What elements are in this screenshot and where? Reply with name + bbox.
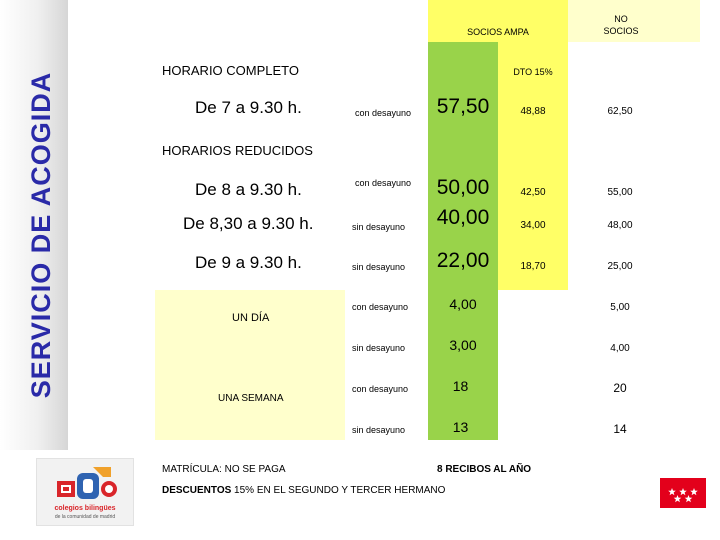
flag-stars-icon: [660, 478, 706, 508]
dto-header: DTO 15%: [513, 67, 553, 77]
logo-mark-icon: [37, 459, 133, 507]
no-socios-price: 4,00: [610, 343, 630, 354]
ampa-price: 40,00: [436, 206, 490, 229]
time-label: De 8 a 9.30 h.: [195, 180, 302, 199]
no-socios-price: 5,00: [610, 302, 630, 313]
recibos-note: 8 RECIBOS AL AÑO: [437, 464, 532, 475]
no-socios-header: NO SOCIOS: [603, 14, 639, 36]
matricula-note: MATRÍCULA: NO SE PAGA: [162, 464, 286, 475]
descuentos-note: [162, 485, 445, 496]
una-semana-label: UNA SEMANA: [218, 393, 284, 404]
time-label: De 8,30 a 9.30 h.: [183, 214, 314, 233]
breakfast-label: con desayuno: [355, 178, 412, 188]
ampa-price: 3,00: [449, 337, 477, 353]
socios-ampa-header: SOCIOS AMPA: [467, 27, 529, 37]
breakfast-label: sin desayuno: [352, 425, 406, 435]
ampa-price: 4,00: [449, 296, 477, 312]
breakfast-label: sin desayuno: [352, 343, 406, 353]
ampa-price: 22,00: [436, 249, 490, 272]
no-socios-price: 62,50: [607, 106, 633, 117]
dto-column: [498, 42, 568, 290]
ampa-price: 57,50: [436, 95, 490, 118]
horarios-reducidos-heading: HORARIOS REDUCIDOS: [162, 143, 313, 158]
dto-price: 34,00: [520, 220, 546, 231]
page-title: SERVICIO DE ACOGIDA: [26, 71, 56, 399]
horario-completo-heading: HORARIO COMPLETO: [162, 63, 300, 78]
dto-price: 42,50: [520, 187, 546, 198]
ampa-price: 18: [452, 378, 469, 394]
no-socios-price: 20: [613, 381, 627, 395]
ampa-price: 13: [452, 419, 469, 435]
time-label: De 9 a 9.30 h.: [195, 253, 302, 272]
dto-price: 48,88: [520, 106, 546, 117]
madrid-flag-icon: [660, 478, 706, 508]
dto-price: 18,70: [520, 261, 546, 272]
un-dia-label: UN DÍA: [232, 312, 270, 324]
no-socios-price: 14: [613, 422, 627, 436]
no-socios-price: 25,00: [607, 261, 633, 272]
no-socios-price: 55,00: [607, 187, 633, 198]
breakfast-label: sin desayuno: [352, 222, 406, 232]
breakfast-label: con desayuno: [352, 302, 409, 312]
descuentos-text: 15% EN EL SEGUNDO Y TERCER HERMANO: [231, 485, 446, 496]
breakfast-label: sin desayuno: [352, 262, 406, 272]
breakfast-label: con desayuno: [352, 384, 409, 394]
breakfast-label: con desayuno: [355, 108, 412, 118]
logo-caption: colegios bilingües: [54, 505, 116, 512]
ampa-price: 50,00: [436, 176, 490, 199]
time-label: De 7 a 9.30 h.: [195, 98, 302, 117]
logo-subcaption: de la comunidad de madrid: [54, 514, 116, 520]
descuentos-label: DESCUENTOS: [162, 485, 232, 496]
no-socios-price: 48,00: [607, 220, 633, 231]
colegios-bilingues-logo: [36, 458, 134, 526]
